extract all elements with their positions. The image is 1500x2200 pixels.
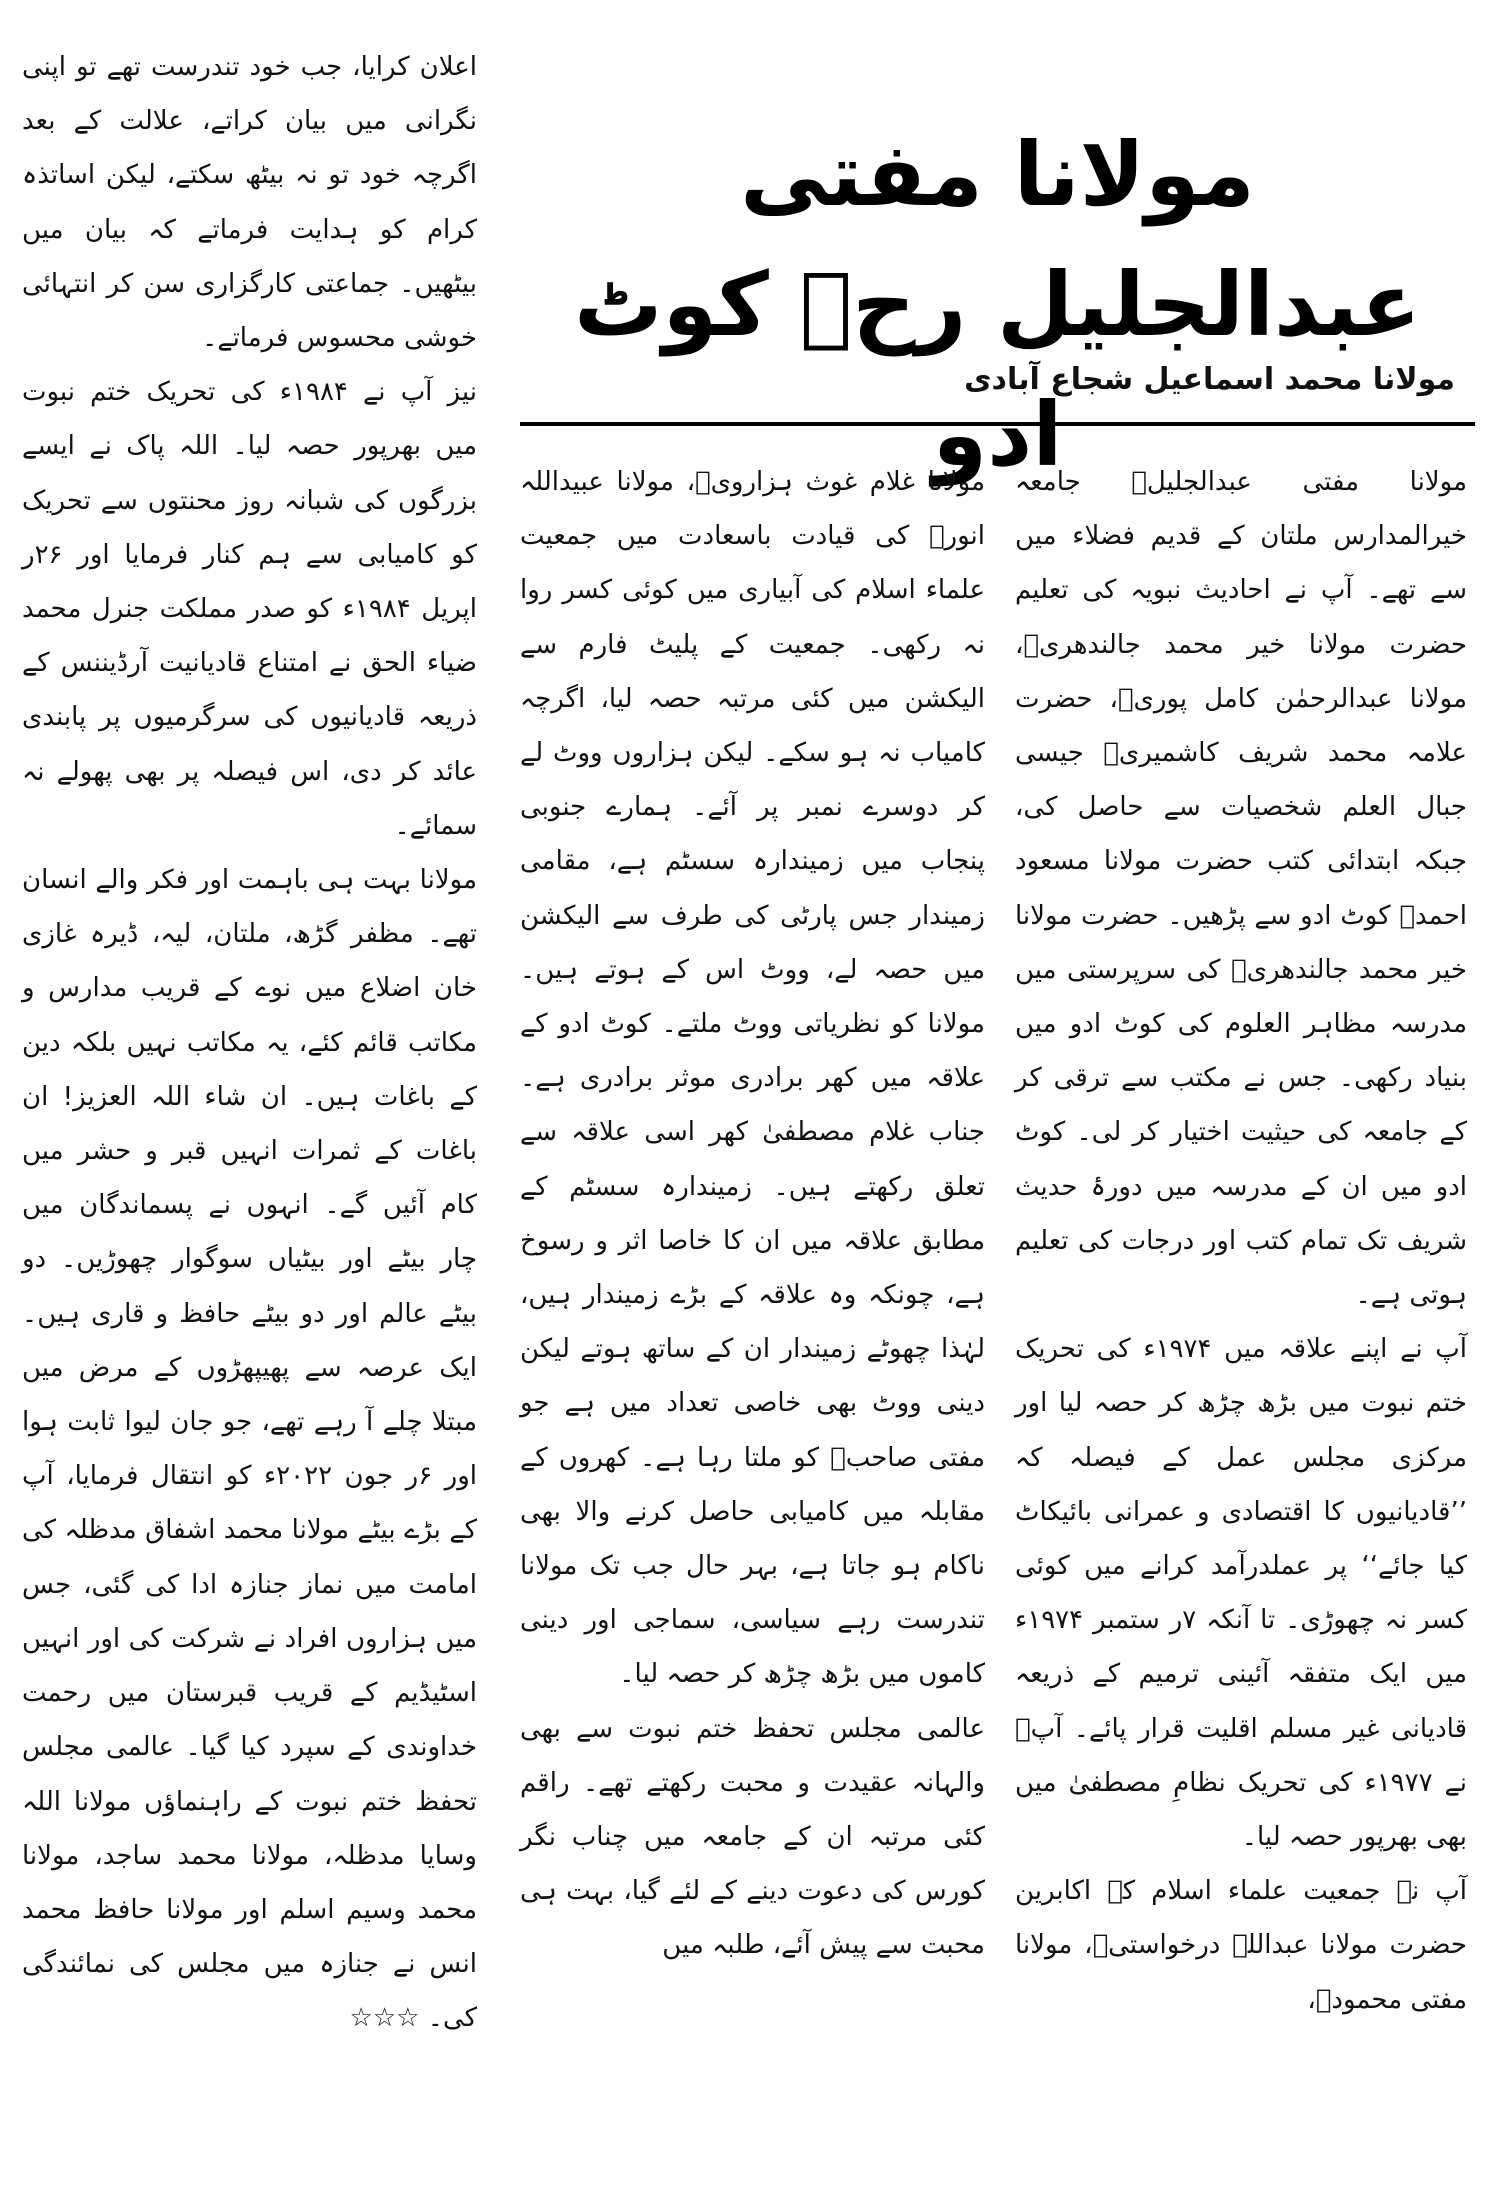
paragraph: مولانا غلام غوث ہزارویؒ، مولانا عبیداللہ انورؒ کی قیادت باسعادت میں جمعیت علماء اسلام کی آبیاری میں کوئی کسر روا نہ رکھی۔ جمعیت کے پلیٹ فارم سے الیکشن میں کئی مرتبہ حصہ لیا، اگرچہ کامیاب نہ ہو سکے۔ لیکن ہزاروں ووٹ لے کر دوسرے نمبر پر آئے۔ ہمارے جنوبی پنجاب میں زمیندارہ سسٹم ہے، مقامی زمیندار جس پارٹی کی طرف سے الیکشن میں حصہ لے، ووٹ اس کے ہوتے ہیں۔ مولانا کو نظریاتی ووٹ ملتے۔ کوٹ ادو کے علاقہ میں کھر برادری موثر برادری ہے۔ جناب غلام مصطفیٰ کھر اسی علاقہ سے تعلق رکھتے ہیں۔ زمیندارہ سسٹم کے مطابق علاقہ میں ان کا خاصا اثر و رسوخ ہے، چونکہ وہ علاقہ کے بڑے زمیندار ہیں، لہٰذا چھوٹے زمیندار ان کے ساتھ ہوتے لیکن دینی ووٹ بھی خاصی تعداد میں ہے جو مفتی صاحبؒ کو ملتا رہا ہے۔ کھروں کے مقابلہ میں کامیابی حاصل کرنے والا بھی ناکام ہو جاتا ہے، بہر حال جب تک مولانا تندرست رہے سیاسی، سماجی اور دینی کاموں میں بڑھ چڑھ کر حصہ لیا۔ [520, 467, 985, 1690]
article-title: مولانا مفتی عبدالجلیل رحؒ کوٹ ادو [574, 123, 1421, 486]
paragraph: آپ نے جمعیت علماء اسلام کے اکابرین حضرت مولانا عبداللہ درخواستیؒ، مولانا مفتی محمودؒ، [1015, 1876, 1467, 2015]
paragraph: اعلان کرایا، جب خود تندرست تھے تو اپنی نگرانی میں بیان کراتے، علالت کے بعد اگرچہ خود تو نہ بیٹھ سکتے، لیکن اساتذہ کرام کو ہدایت فرماتے کہ بیان میں بیٹھیں۔ جماعتی کارگزاری سن کر انتہائی خوشی محسوس فرماتے۔ [22, 52, 477, 354]
author-byline: مولانا محمد اسماعیل شجاع آبادی [964, 362, 1455, 397]
paragraph: مولانا بہت ہی باہمت اور فکر والے انسان تھے۔ مظفر گڑھ، ملتان، لیہ، ڈیرہ غازی خان اضلاع میں نوے کے قریب مدارس و مکاتب قائم کئے، یہ مکاتب نہیں بلکہ دین کے باغات ہیں۔ ان شاء اللہ العزیز! ان باغات کے ثمرات انہیں قبر و حشر میں کام آئیں گے۔ انہوں نے پسماندگان میں چار بیٹے اور بیٹیاں سوگوار چھوڑیں۔ دو بیٹے عالم اور دو بیٹے حافظ و قاری ہیں۔ ایک عرصہ سے پھیپھڑوں کے مرض میں مبتلا چلے آ رہے تھے، جو جان لیوا ثابت ہوا اور ۶ر جون ۲۰۲۲ء کو انتقال فرمایا، آپ کے بڑے بیٹے مولانا محمد اشفاق مدظلہ کی امامت میں نماز جنازہ ادا کی گئی، جس میں ہزاروں افراد نے شرکت کی اور انہیں اسٹیڈیم کے قریب قبرستان میں رحمت خداوندی کے سپرد کیا گیا۔ عالمی مجلس تحفظ ختم نبوت کے راہنماؤں مولانا اللہ وسایا مدظلہ، مولانا محمد ساجد، مولانا محمد وسیم اسلم اور مولانا حافظ محمد انس نے جنازہ میں مجلس کی نمائندگی کی۔ ☆☆☆ [22, 865, 477, 2034]
paragraph: آپ نے اپنے علاقہ میں ۱۹۷۴ء کی تحریک ختم نبوت میں بڑھ چڑھ کر حصہ لیا اور مرکزی مجلس عمل کے فیصلہ کہ ’’قادیانیوں کا اقتصادی و عمرانی بائیکاٹ کیا جائے‘‘ پر عملدرآمد کرانے میں کوئی کسر نہ چھوڑی۔ تا آنکہ ۷ر ستمبر ۱۹۷۴ء میں ایک متفقہ آئینی ترمیم کے ذریعہ قادیانی غیر مسلم اقلیت قرار پائے۔ آپؒ نے ۱۹۷۷ء کی تحریک نظامِ مصطفیٰ میں بھی بھرپور حصہ لیا۔ [1015, 1334, 1467, 1853]
paragraph: عالمی مجلس تحفظ ختم نبوت سے بھی والہانہ عقیدت و محبت رکھتے تھے۔ راقم کئی مرتبہ ان کے جامعہ میں چناب نگر کورس کی دعوت دینے کے لئے گیا، بہت ہی محبت سے پیش آئے، طلبہ میں [520, 1713, 985, 1961]
paragraph: مولانا مفتی عبدالجلیلؒ جامعہ خیرالمدارس ملتان کے قدیم فضلاء میں سے تھے۔ آپ نے احادیث نبویہ کی تعلیم حضرت مولانا خیر محمد جالندھریؒ، مولانا عبدالرحمٰن کامل پوریؒ، حضرت علامہ محمد شریف کاشمیریؒ جیسی جبال العلم شخصیات سے حاصل کی، جبکہ ابتدائی کتب حضرت مولانا مسعود احمدؒ کوٹ ادو سے پڑھیں۔ حضرت مولانا خیر محمد جالندھریؒ کی سرپرستی میں مدرسہ مظاہر العلوم کی کوٹ ادو میں بنیاد رکھی۔ جس نے مکتب سے ترقی کر کے جامعہ کی حیثیت اختیار کر لی۔ کوٹ ادو میں ان کے مدرسہ میں دورۂ حدیث شریف تک تمام کتب اور درجات کی تعلیم ہوتی ہے۔ [1015, 467, 1467, 1311]
paragraph: نیز آپ نے ۱۹۸۴ء کی تحریک ختم نبوت میں بھرپور حصہ لیا۔ اللہ پاک نے ایسے بزرگوں کی شبانہ روز محنتوں سے تحریک کو کامیابی سے ہم کنار فرمایا اور ۲۶ر اپریل ۱۹۸۴ء کو صدر مملکت جنرل محمد ضیاء الحق نے امتناع قادیانیت آرڈیننس کے ذریعہ قادیانیوں کی سرگرمیوں پر پابندی عائد کر دی، اس فیصلہ پر بھی پھولے نہ سمائے۔ [22, 377, 477, 841]
byline-divider [520, 422, 1475, 426]
column-left [22, 40, 477, 2046]
column-middle [520, 455, 985, 1973]
column-right [1015, 455, 1467, 2027]
